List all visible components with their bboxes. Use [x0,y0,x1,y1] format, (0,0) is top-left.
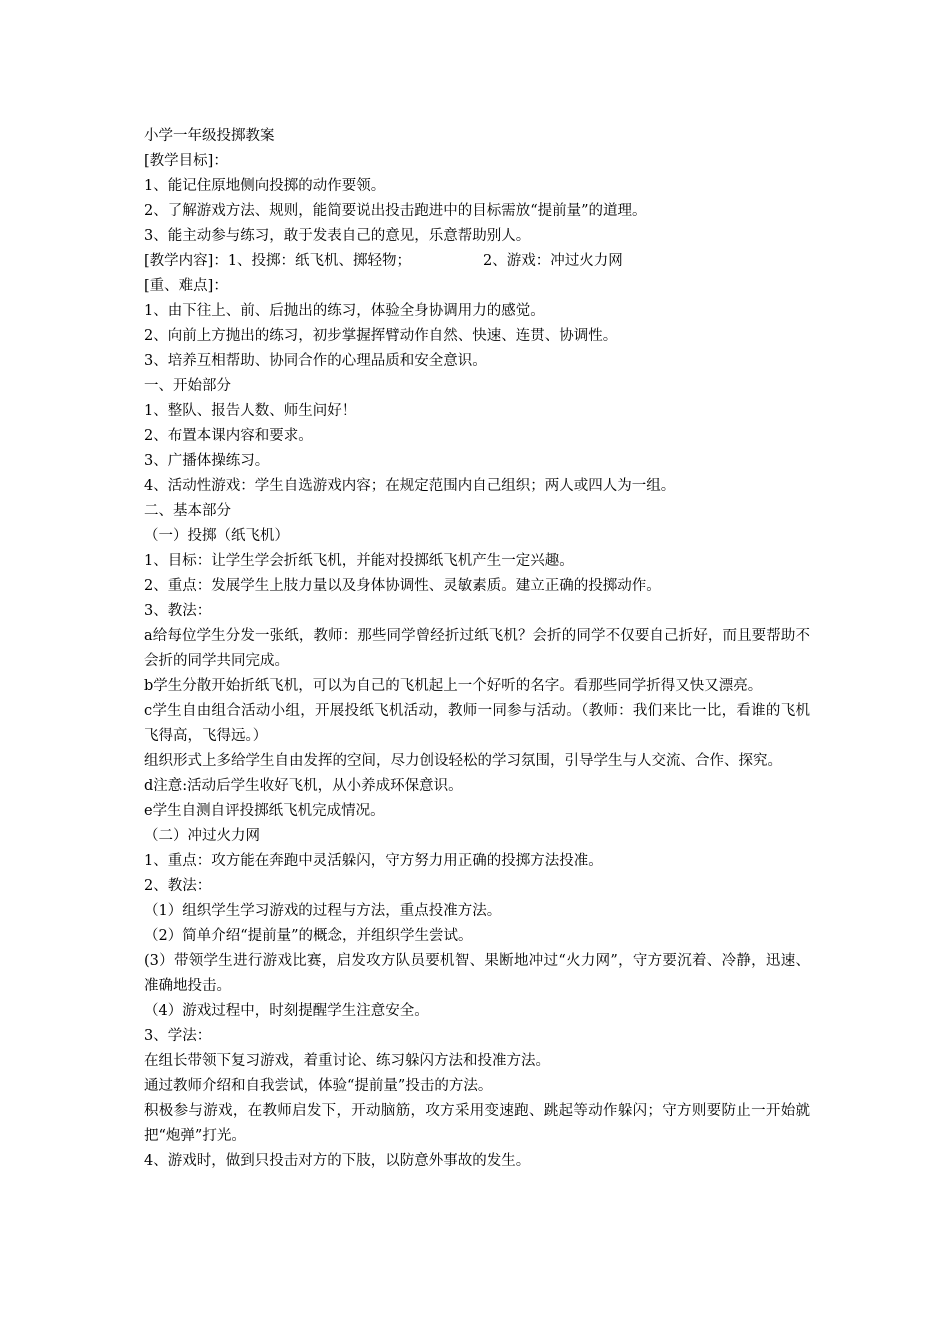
teaching-method-item: （1）组织学生学习游戏的过程与方法，重点投准方法。 [144,903,502,919]
content-part-throw: [教学内容]：1、投掷：纸飞机、掷轻物； [144,253,412,269]
study-method-item: 在组长带领下复习游戏，着重讨论、练习躲闪方法和投准方法。 [144,1053,550,1069]
part-one-item: 3、广播体操练习。 [144,453,270,469]
method-paragraph: e学生自测自评投掷纸飞机完成情况。 [144,803,385,819]
study-method-item: 通过教师介绍和自我尝试，体验“提前量”投击的方法。 [144,1078,493,1094]
goals-heading: [教学目标]： [144,153,228,169]
method-paragraph: a给每位学生分发一张纸，教师：那些同学曾经折过纸飞机？会折的同学不仅要自己折好，而且要帮助不会折的同学共同完成。 [144,628,810,669]
section-one-heading: （一）投掷（纸飞机） [144,528,289,544]
teaching-method-item: （2）简单介绍“提前量”的概念，并组织学生尝试。 [144,928,473,944]
section-one-item: 2、重点：发展学生上肢力量以及身体协调性、灵敏素质。建立正确的投掷动作。 [144,578,661,594]
section-two-item: 2、教法： [144,878,212,894]
part-two-heading: 二、基本部分 [144,503,231,519]
content-line [144,249,810,274]
goal-item: 1、能记住原地侧向投掷的动作要领。 [144,178,386,194]
study-method-item: 积极参与游戏，在教师启发下，开动脑筋，攻方采用变速跑、跳起等动作躲闪；守方则要防止一开始就把“炮弹”打光。 [144,1103,810,1144]
key-point-item: 1、由下往上、前、后抛出的练习，体验全身协调用力的感觉。 [144,303,545,319]
document-title: 小学一年级投掷教案 [144,128,275,144]
goal-item: 2、了解游戏方法、规则，能简要说出投击跑进中的目标需放“提前量”的道理。 [144,203,647,219]
study-method-heading: 3、学法： [144,1028,212,1044]
final-note: 4、游戏时，做到只投击对方的下肢，以防意外事故的发生。 [144,1153,531,1169]
goal-item: 3、能主动参与练习，敢于发表自己的意见，乐意帮助别人。 [144,228,531,244]
key-point-item: 2、向前上方抛出的练习，初步掌握挥臂动作自然、快速、连贯、协调性。 [144,328,618,344]
part-one-heading: 一、开始部分 [144,378,231,394]
section-two-heading: （二）冲过火力网 [144,828,260,844]
section-one-item: 3、教法： [144,603,212,619]
part-one-item: 1、整队、报告人数、师生问好！ [144,403,357,419]
section-one-item: 1、目标：让学生学会折纸飞机，并能对投掷纸飞机产生一定兴趣。 [144,553,574,569]
key-points-heading: [重、难点]： [144,278,228,294]
method-paragraph: d注意:活动后学生收好飞机，从小养成环保意识。 [144,778,463,794]
content-part-game: 2、游戏：冲过火力网 [483,253,623,269]
part-one-item: 2、布置本课内容和要求。 [144,428,313,444]
part-one-item: 4、活动性游戏：学生自选游戏内容；在规定范围内自己组织；两人或四人为一组。 [144,478,676,494]
teaching-method-item: （4）游戏过程中，时刻提醒学生注意安全。 [144,1003,429,1019]
teaching-method-item: (3）带领学生进行游戏比赛，启发攻方队员要机智、果断地冲过“火力网”，守方要沉着、冷静，迅速、准确地投击。 [144,953,810,994]
method-paragraph: 组织形式上多给学生自由发挥的空间，尽力创设轻松的学习氛围，引导学生与人交流、合作、探究。 [144,753,782,769]
key-point-item: 3、培养互相帮助、协同合作的心理品质和安全意识。 [144,353,487,369]
method-paragraph: b学生分散开始折纸飞机，可以为自己的飞机起上一个好听的名字。看那些同学折得又快又漂亮。 [144,678,763,694]
document-body [144,124,810,1174]
method-paragraph: c学生自由组合活动小组，开展投纸飞机活动，教师一同参与活动。（教师：我们来比一比，看谁的飞机飞得高，飞得远。） [144,703,810,744]
section-two-item: 1、重点：攻方能在奔跑中灵活躲闪，守方努力用正确的投掷方法投准。 [144,853,603,869]
